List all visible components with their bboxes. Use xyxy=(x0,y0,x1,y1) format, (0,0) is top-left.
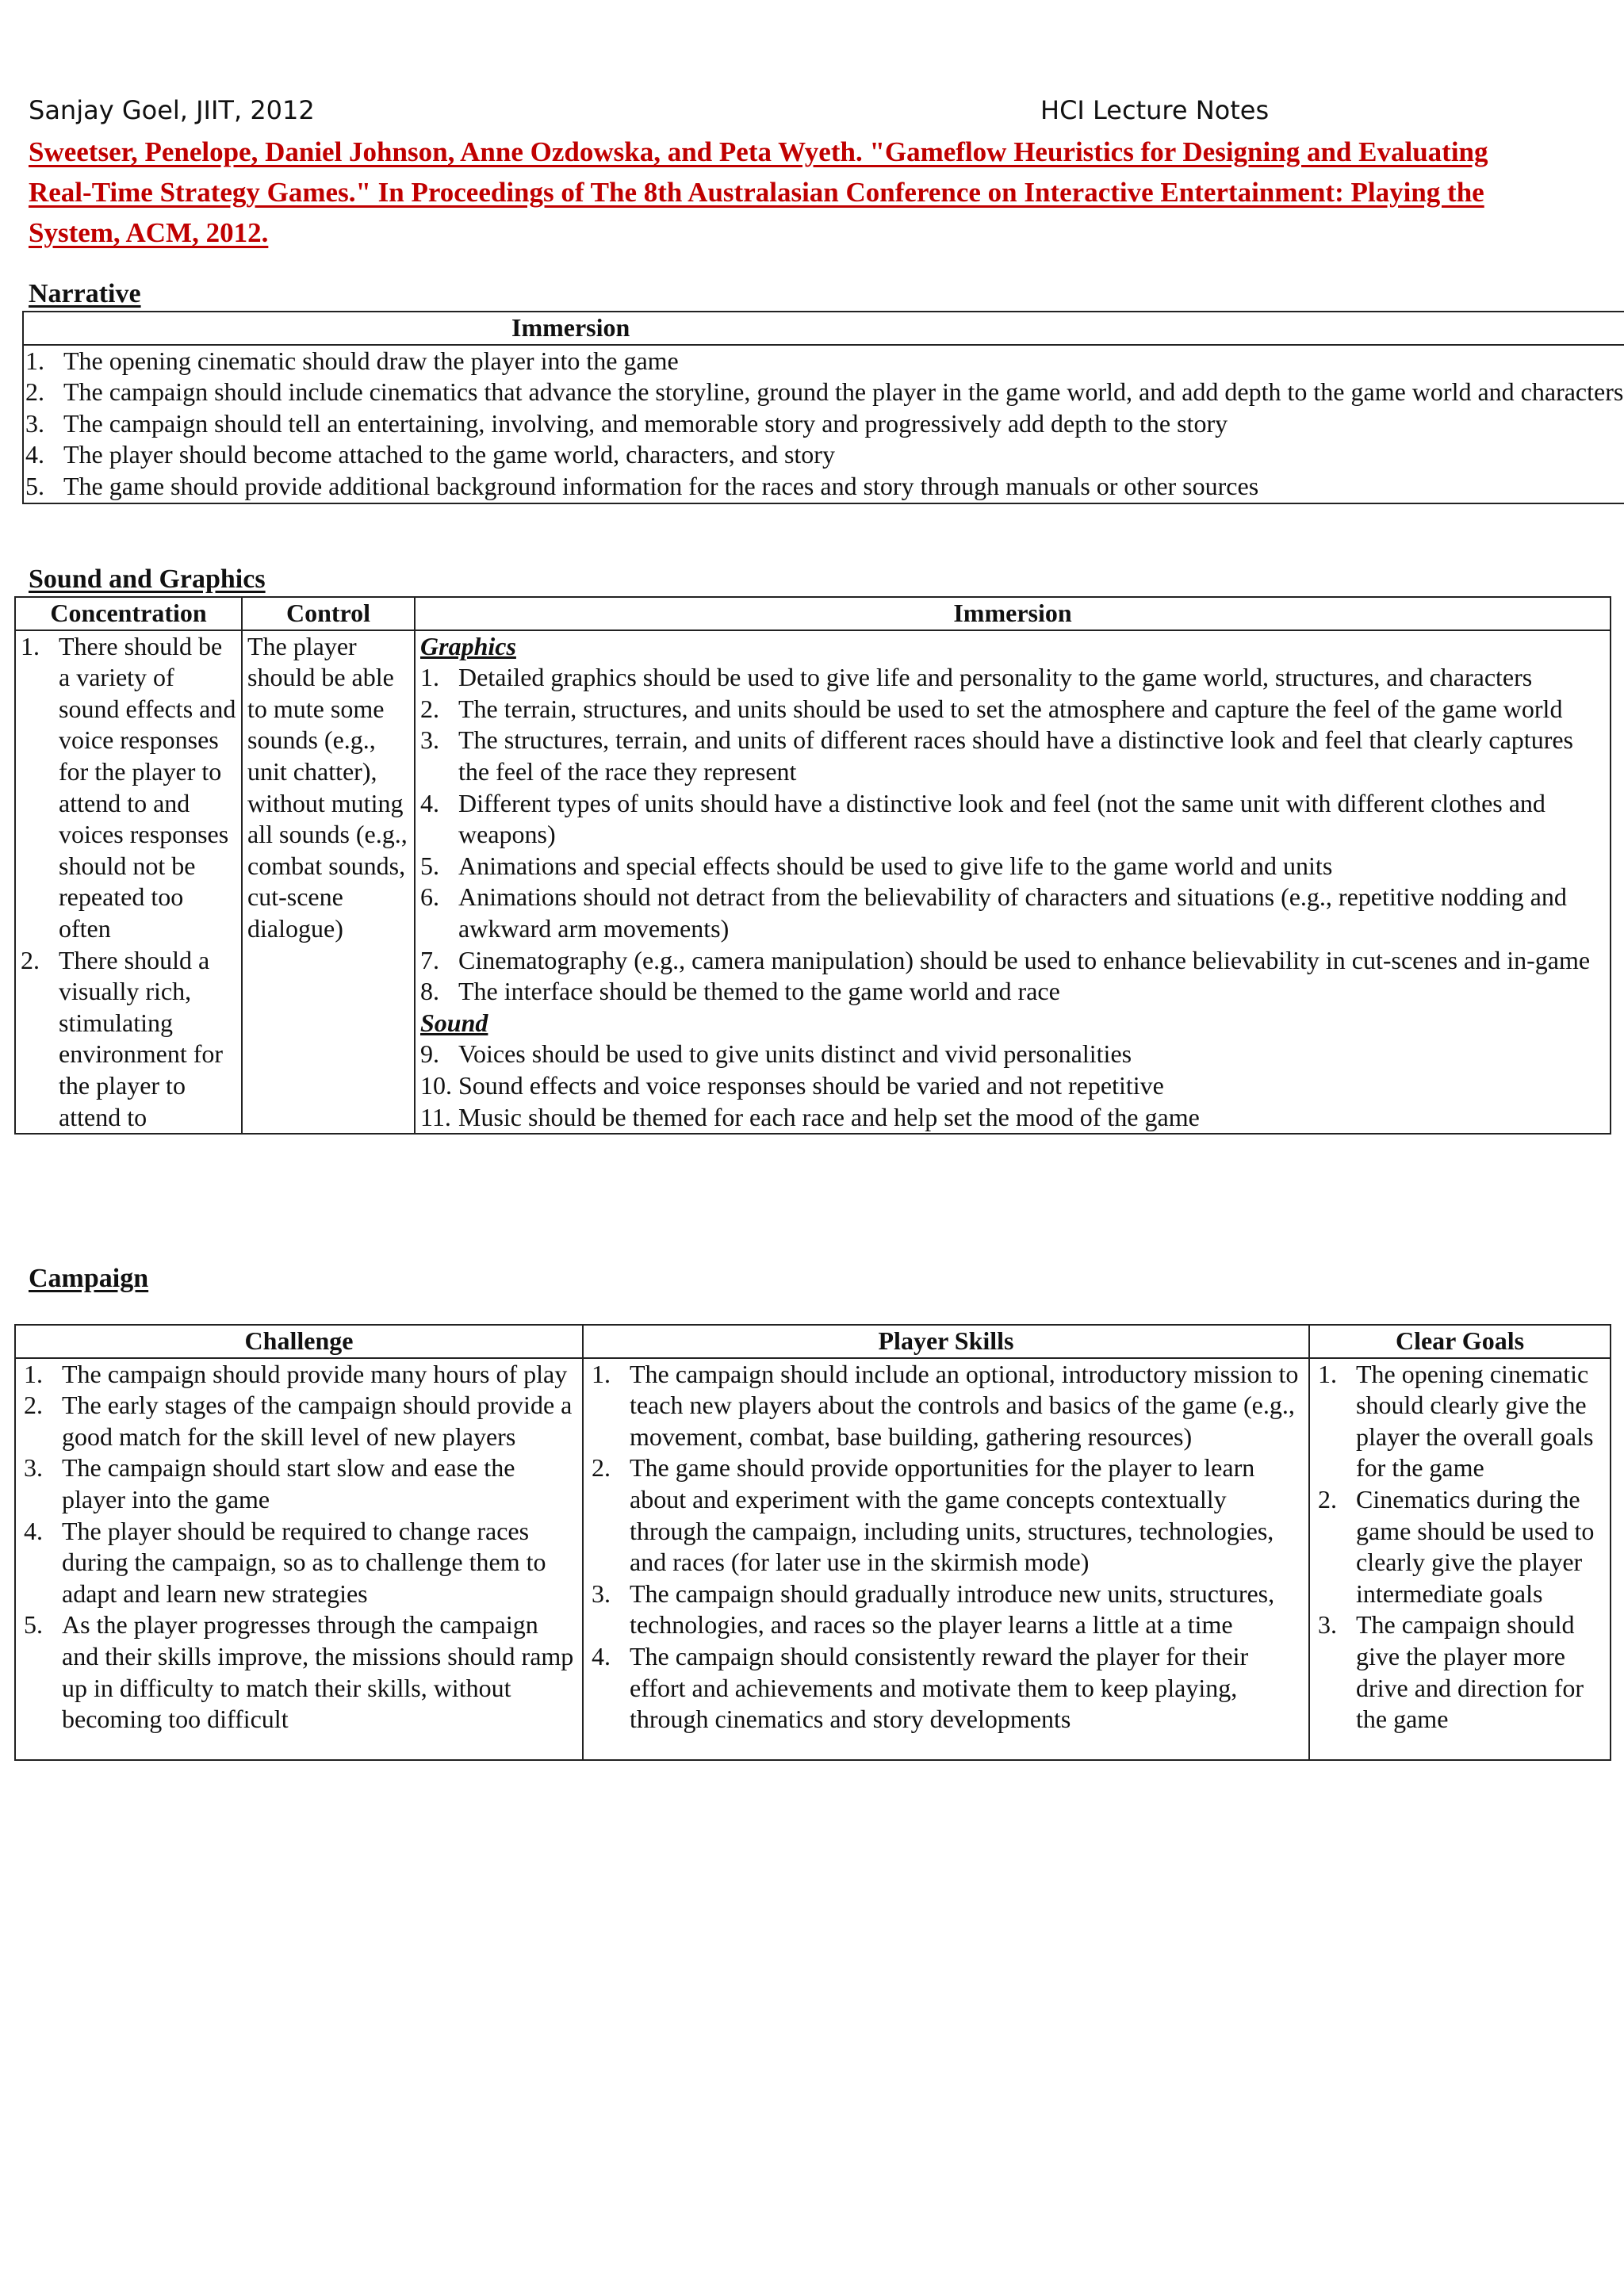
list-item: 9. Voices should be used to give units distinct and vivid personalities xyxy=(420,1039,1132,1069)
header-course: HCI Lecture Notes xyxy=(1040,95,1270,125)
section-title-campaign: Campaign xyxy=(29,1264,149,1293)
immersion-cell xyxy=(415,630,1611,1135)
list-item: 8. The interface should be themed to the game world and race xyxy=(420,977,1060,1006)
list-item: 4. The campaign should consistently reward the player for their effort and achievements and motivate them to keep playing, through cinematics and story developments xyxy=(592,1641,1249,1734)
list-item: 2. There should a visually rich, stimulating environment for the player to attend to xyxy=(21,945,224,1131)
list-item: 5. The game should provide additional background information for the races and story through manuals or other sources xyxy=(25,471,1259,500)
clear-goals-cell xyxy=(1309,1358,1611,1760)
graphics-list xyxy=(420,662,1605,1008)
list-item: 2. The campaign should include cinematics that advance the storyline, ground the player in the game world, and add depth to the game world and characters xyxy=(25,377,1624,407)
section-title-sound-graphics: Sound and Graphics xyxy=(29,564,266,594)
list-item: 5. Animations and special effects should be used to give life to the game world and units xyxy=(420,851,1333,880)
citation-link[interactable]: Sweetser, Penelope, Daniel Johnson, Anne Ozdowska, and Peta Wyeth. "Gameflow Heuristics for Designing and Evaluating Real-Time Strategy Games." In Proceedings of The 8th Australasian Conference on Interactive Entertainment: Playing the System, ACM, 2012. xyxy=(29,136,1488,248)
list-item: 5. As the player progresses through the campaign and their skills improve, the missions should ramp up in difficulty to match their skills, without becoming too difficult xyxy=(24,1610,574,1734)
section-title-narrative: Narrative xyxy=(29,279,141,308)
list-item: 3. The campaign should tell an entertaining, involving, and memorable story and progressively add depth to the story xyxy=(25,408,1228,438)
list-item: 1. The campaign should provide many hours of play xyxy=(24,1359,568,1388)
campaign-table xyxy=(14,1324,1611,1761)
list-item: 4. Different types of units should have a distinctive look and feel (not the same unit with different clothes and weapons) xyxy=(420,788,1545,849)
list-item: 1. There should be a variety of sound effects and voice responses for the player to attend to and voices responses should not be repeated too often xyxy=(21,631,236,943)
list-item: 1. Detailed graphics should be used to give life and personality to the game world, structures, and characters xyxy=(420,663,1533,692)
subheading-graphics: Graphics xyxy=(420,631,516,660)
list-item: 2. The terrain, structures, and units should be used to set the atmosphere and capture the feel of the game world xyxy=(420,694,1563,723)
list-item: 3. The campaign should gradually introduce new units, structures, technologies, and races so the player learns a little at a time xyxy=(592,1578,1275,1640)
list-item: 3. The campaign should start slow and ease the player into the game xyxy=(24,1453,515,1513)
subheading-sound: Sound xyxy=(420,1008,488,1037)
list-item: 2. The game should provide opportunities for the player to learn about and experiment with the game concepts contextually through the campaign, including units, structures, technologies, and races (for later use in the skirmish mode) xyxy=(592,1453,1274,1577)
list-item: 4. The player should become attached to the game world, characters, and story xyxy=(25,440,835,469)
challenge-cell xyxy=(15,1358,583,1760)
col-header-immersion: Immersion xyxy=(415,597,1611,630)
col-header-concentration: Concentration xyxy=(15,597,242,630)
narrative-col-immersion: Immersion xyxy=(511,313,630,342)
col-header-player-skills: Player Skills xyxy=(583,1325,1309,1358)
narrative-list-cell xyxy=(23,345,1624,503)
player-skills-cell xyxy=(583,1358,1309,1760)
control-cell: The player should be able to mute some sounds (e.g., unit chatter), without muting all sounds (e.g., combat sounds, cut-scene dialogue) xyxy=(242,630,415,1135)
col-header-challenge: Challenge xyxy=(15,1325,583,1358)
list-item: 2. Cinematics during the game should be used to clearly give the player intermediate goals xyxy=(1318,1484,1595,1608)
list-item: 1. The opening cinematic should clearly give the player the overall goals for the game xyxy=(1318,1359,1594,1483)
list-item: 3. The campaign should give the player more drive and direction for the game xyxy=(1318,1610,1584,1734)
sound-graphics-table xyxy=(14,596,1611,1135)
header-author: Sanjay Goel, JIIT, 2012 xyxy=(29,95,315,125)
list-item: 10. Sound effects and voice responses should be varied and not repetitive xyxy=(420,1070,1164,1100)
list-item: 6. Animations should not detract from the believability of characters and situations (e.g., repetitive nodding and awkward arm movements) xyxy=(420,882,1567,943)
list-item: 1. The opening cinematic should draw the player into the game xyxy=(25,346,679,375)
list-item: 3. The structures, terrain, and units of different races should have a distinctive look and feel that clearly captures the feel of the race they represent xyxy=(420,725,1573,786)
sound-list xyxy=(420,1039,1605,1133)
col-header-control: Control xyxy=(242,597,415,630)
narrative-table xyxy=(22,311,1624,504)
list-item: 4. The player should be required to change races during the campaign, so as to challenge them to adapt and learn new strategies xyxy=(24,1516,546,1608)
narrative-list xyxy=(25,346,1624,503)
concentration-cell xyxy=(15,630,242,1135)
list-item: 11. Music should be themed for each race and help set the mood of the game xyxy=(420,1102,1200,1131)
col-header-clear-goals: Clear Goals xyxy=(1309,1325,1611,1358)
list-item: 1. The campaign should include an optional, introductory mission to teach new players about the controls and basics of the game (e.g., movement, combat, base building, gathering resources) xyxy=(592,1359,1299,1451)
list-item: 7. Cinematography (e.g., camera manipulation) should be used to enhance believability in cut-scenes and in-game xyxy=(420,945,1591,974)
list-item: 2. The early stages of the campaign should provide a good match for the skill level of new players xyxy=(24,1391,573,1451)
